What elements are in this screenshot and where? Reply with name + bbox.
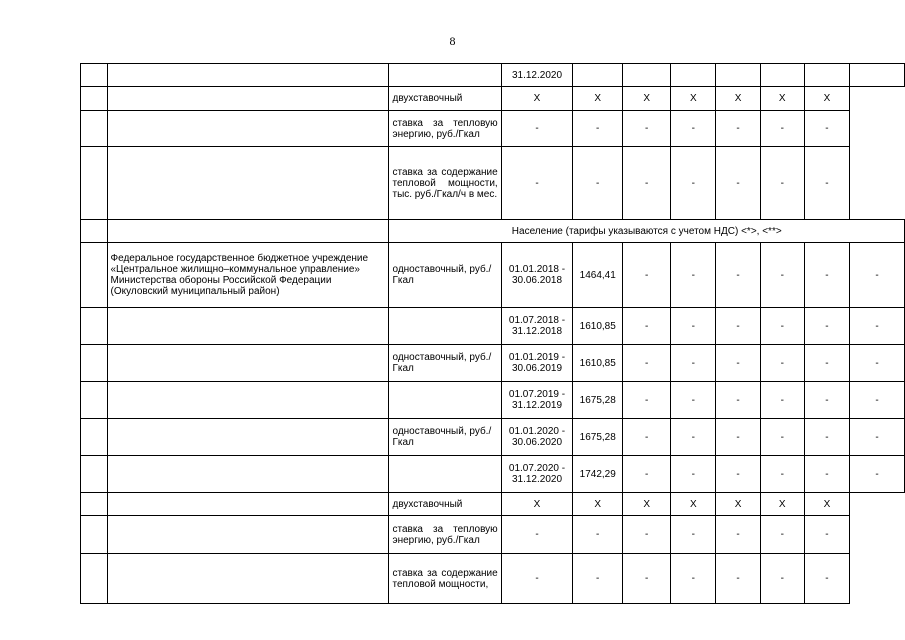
value-cell: - xyxy=(804,345,849,382)
value-cell: - xyxy=(501,111,573,147)
row-number-cell xyxy=(81,345,108,382)
value-cell: Х xyxy=(501,87,573,111)
row-number-cell xyxy=(81,456,108,493)
value-cell: - xyxy=(573,111,623,147)
value-cell: - xyxy=(671,456,716,493)
value-cell: - xyxy=(501,554,573,604)
value-cell: - xyxy=(671,382,716,419)
row-number-cell xyxy=(81,493,108,516)
value-cell: - xyxy=(623,516,671,554)
tariff-type-cell: одноставочный, руб./Гкал xyxy=(389,419,501,456)
value-cell: Х xyxy=(716,493,760,516)
table-row xyxy=(81,111,905,147)
table-row xyxy=(81,64,905,87)
value-cell xyxy=(716,64,760,87)
value-cell: Х xyxy=(716,87,760,111)
value-cell: - xyxy=(671,345,716,382)
row-number-cell xyxy=(81,111,108,147)
value-cell: Х xyxy=(573,87,623,111)
tariff-type-cell xyxy=(389,308,501,345)
period-cell: 01.07.2020 - 31.12.2020 xyxy=(501,456,573,493)
value-cell: Х xyxy=(760,493,804,516)
organization-cell xyxy=(107,456,389,493)
value-cell: - xyxy=(716,516,760,554)
value-cell: - xyxy=(623,243,671,308)
value-cell: - xyxy=(804,111,849,147)
price-cell: 1610,85 xyxy=(573,308,623,345)
price-cell: 1675,28 xyxy=(573,419,623,456)
value-cell: - xyxy=(573,516,623,554)
table-row xyxy=(81,243,905,308)
value-cell xyxy=(671,64,716,87)
value-cell: - xyxy=(804,147,849,220)
table-row xyxy=(81,87,905,111)
value-cell: - xyxy=(760,419,804,456)
tariff-type-cell: ставка за содержание тепловой мощности, xyxy=(389,554,501,604)
period-cell: 01.01.2020 - 30.06.2020 xyxy=(501,419,573,456)
value-cell: Х xyxy=(623,87,671,111)
value-cell: - xyxy=(850,382,905,419)
value-cell: Х xyxy=(501,493,573,516)
value-cell: - xyxy=(716,456,760,493)
value-cell: - xyxy=(850,419,905,456)
tariff-type-cell xyxy=(389,64,501,87)
value-cell xyxy=(850,64,905,87)
value-cell: - xyxy=(850,456,905,493)
value-cell: Х xyxy=(573,493,623,516)
tariff-type-cell: одноставочный, руб./Гкал xyxy=(389,243,501,308)
table-row xyxy=(81,493,905,516)
row-number-cell xyxy=(81,64,108,87)
value-cell: - xyxy=(804,243,849,308)
tariff-type-cell: двухставочный xyxy=(389,493,501,516)
value-cell: - xyxy=(760,382,804,419)
value-cell: - xyxy=(573,554,623,604)
value-cell: - xyxy=(804,308,849,345)
value-cell: - xyxy=(716,382,760,419)
value-cell: - xyxy=(623,419,671,456)
table-row xyxy=(81,382,905,419)
value-cell: - xyxy=(760,456,804,493)
period-cell: 01.07.2019 - 31.12.2019 xyxy=(501,382,573,419)
tariff-table xyxy=(80,63,905,604)
value-cell: - xyxy=(760,554,804,604)
row-number-cell xyxy=(81,419,108,456)
row-number-cell xyxy=(81,87,108,111)
tariff-type-cell xyxy=(389,382,501,419)
value-cell: - xyxy=(671,147,716,220)
value-cell: - xyxy=(671,308,716,345)
price-cell: 1742,29 xyxy=(573,456,623,493)
value-cell: Х xyxy=(804,493,849,516)
value-cell: - xyxy=(623,456,671,493)
table-row xyxy=(81,419,905,456)
table-row xyxy=(81,554,905,604)
value-cell: Х xyxy=(623,493,671,516)
tariff-type-cell: ставка за тепловую энергию, руб./Гкал xyxy=(389,111,501,147)
value-cell: - xyxy=(804,419,849,456)
row-number-cell xyxy=(81,308,108,345)
value-cell: - xyxy=(623,382,671,419)
organization-cell xyxy=(107,308,389,345)
value-cell: - xyxy=(716,111,760,147)
value-cell: Х xyxy=(671,493,716,516)
value-cell xyxy=(804,64,849,87)
tariff-type-cell: ставка за содержание тепловой мощности, тыс. руб./Гкал/ч в мес. xyxy=(389,147,501,220)
row-number-cell xyxy=(81,516,108,554)
value-cell: - xyxy=(671,243,716,308)
table-row xyxy=(81,516,905,554)
tariff-type-cell: ставка за тепловую энергию, руб./Гкал xyxy=(389,516,501,554)
period-cell: 01.01.2018 - 30.06.2018 xyxy=(501,243,573,308)
value-cell: - xyxy=(850,243,905,308)
value-cell: - xyxy=(716,147,760,220)
value-cell: - xyxy=(623,554,671,604)
value-cell: - xyxy=(716,308,760,345)
value-cell: - xyxy=(760,111,804,147)
section-header: Население (тарифы указываются с учетом НДС) <*>, <**> xyxy=(389,220,905,243)
organization-cell: Федеральное государственное бюджетное учреждение «Центральное жилищно–коммунальное управление» Министерства обороны Российской Федерации (Окуловский муниципальный район) xyxy=(107,243,389,308)
period-cell: 01.01.2019 - 30.06.2019 xyxy=(501,345,573,382)
value-cell: - xyxy=(760,147,804,220)
price-cell: 1464,41 xyxy=(573,243,623,308)
tariff-type-cell: двухставочный xyxy=(389,87,501,111)
organization-cell xyxy=(107,419,389,456)
organization-cell xyxy=(107,345,389,382)
value-cell: Х xyxy=(760,87,804,111)
table-row xyxy=(81,147,905,220)
value-cell: - xyxy=(804,382,849,419)
value-cell xyxy=(573,64,623,87)
value-cell: - xyxy=(804,456,849,493)
row-number-cell xyxy=(81,554,108,604)
value-cell: - xyxy=(623,147,671,220)
organization-cell xyxy=(107,87,389,111)
organization-cell xyxy=(107,220,389,243)
organization-cell xyxy=(107,111,389,147)
value-cell: - xyxy=(573,147,623,220)
value-cell: - xyxy=(760,308,804,345)
period-cell: 31.12.2020 xyxy=(501,64,573,87)
row-number-cell xyxy=(81,243,108,308)
value-cell: - xyxy=(716,554,760,604)
table-row xyxy=(81,308,905,345)
organization-cell xyxy=(107,382,389,419)
price-cell: 1675,28 xyxy=(573,382,623,419)
value-cell: - xyxy=(671,554,716,604)
row-number-cell xyxy=(81,147,108,220)
value-cell: - xyxy=(623,345,671,382)
price-cell: 1610,85 xyxy=(573,345,623,382)
value-cell: - xyxy=(501,147,573,220)
value-cell: Х xyxy=(671,87,716,111)
tariff-type-cell: одноставочный, руб./Гкал xyxy=(389,345,501,382)
value-cell: - xyxy=(623,111,671,147)
value-cell xyxy=(760,64,804,87)
value-cell: - xyxy=(760,516,804,554)
tariff-type-cell xyxy=(389,456,501,493)
value-cell: - xyxy=(501,516,573,554)
value-cell: - xyxy=(760,243,804,308)
row-number-cell xyxy=(81,220,108,243)
page-number: 8 xyxy=(449,34,456,48)
value-cell: - xyxy=(716,345,760,382)
value-cell: - xyxy=(850,308,905,345)
value-cell: - xyxy=(804,516,849,554)
value-cell: - xyxy=(623,308,671,345)
value-cell: - xyxy=(850,345,905,382)
value-cell: - xyxy=(760,345,804,382)
value-cell: Х xyxy=(804,87,849,111)
organization-cell xyxy=(107,64,389,87)
table-row xyxy=(81,220,905,243)
organization-cell xyxy=(107,493,389,516)
period-cell: 01.07.2018 - 31.12.2018 xyxy=(501,308,573,345)
value-cell xyxy=(623,64,671,87)
value-cell: - xyxy=(671,419,716,456)
organization-cell xyxy=(107,516,389,554)
row-number-cell xyxy=(81,382,108,419)
value-cell: - xyxy=(804,554,849,604)
table-row xyxy=(81,456,905,493)
value-cell: - xyxy=(671,111,716,147)
value-cell: - xyxy=(671,516,716,554)
table-row xyxy=(81,345,905,382)
value-cell: - xyxy=(716,419,760,456)
value-cell: - xyxy=(716,243,760,308)
organization-cell xyxy=(107,554,389,604)
organization-cell xyxy=(107,147,389,220)
